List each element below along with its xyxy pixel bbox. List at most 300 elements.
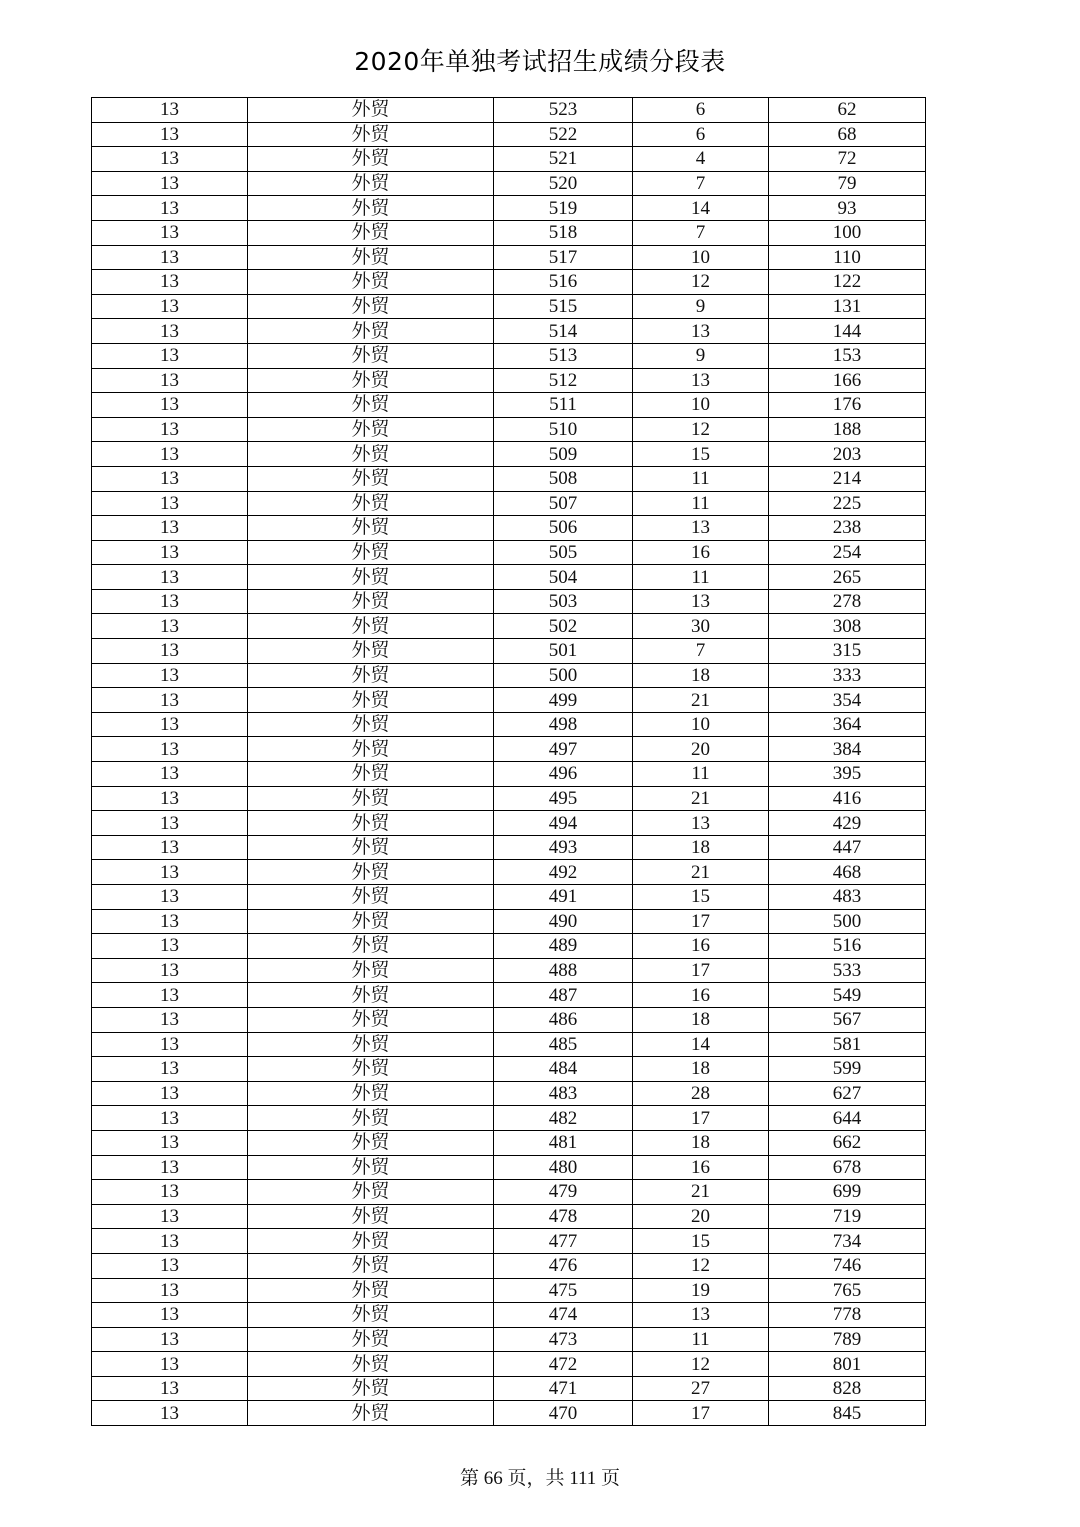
cumulative-cell: 93 xyxy=(769,196,926,221)
table-row xyxy=(92,712,926,737)
cumulative-cell: 483 xyxy=(769,885,926,910)
cumulative-cell: 699 xyxy=(769,1180,926,1205)
subject-cell: 外贸 xyxy=(248,516,494,541)
score-cell: 481 xyxy=(494,1130,633,1155)
table-row xyxy=(92,220,926,245)
category-code-cell: 13 xyxy=(92,98,248,123)
score-cell: 515 xyxy=(494,294,633,319)
cumulative-cell: 188 xyxy=(769,417,926,442)
category-code-cell: 13 xyxy=(92,1229,248,1254)
score-cell: 476 xyxy=(494,1253,633,1278)
score-cell: 499 xyxy=(494,688,633,713)
count-cell: 30 xyxy=(633,614,769,639)
cumulative-cell: 166 xyxy=(769,368,926,393)
cumulative-cell: 746 xyxy=(769,1253,926,1278)
count-cell: 15 xyxy=(633,885,769,910)
category-code-cell: 13 xyxy=(92,885,248,910)
score-cell: 510 xyxy=(494,417,633,442)
count-cell: 17 xyxy=(633,1401,769,1426)
cumulative-cell: 734 xyxy=(769,1229,926,1254)
category-code-cell: 13 xyxy=(92,1032,248,1057)
count-cell: 21 xyxy=(633,860,769,885)
category-code-cell: 13 xyxy=(92,540,248,565)
category-code-cell: 13 xyxy=(92,1253,248,1278)
count-cell: 21 xyxy=(633,1180,769,1205)
category-code-cell: 13 xyxy=(92,712,248,737)
count-cell: 9 xyxy=(633,343,769,368)
subject-cell: 外贸 xyxy=(248,1130,494,1155)
category-code-cell: 13 xyxy=(92,565,248,590)
count-cell: 12 xyxy=(633,1253,769,1278)
cumulative-cell: 238 xyxy=(769,516,926,541)
cumulative-cell: 778 xyxy=(769,1303,926,1328)
cumulative-cell: 72 xyxy=(769,147,926,172)
subject-cell: 外贸 xyxy=(248,688,494,713)
score-cell: 505 xyxy=(494,540,633,565)
count-cell: 11 xyxy=(633,565,769,590)
count-cell: 20 xyxy=(633,737,769,762)
count-cell: 14 xyxy=(633,1032,769,1057)
category-code-cell: 13 xyxy=(92,417,248,442)
count-cell: 16 xyxy=(633,983,769,1008)
score-cell: 482 xyxy=(494,1106,633,1131)
table-row xyxy=(92,1057,926,1082)
count-cell: 21 xyxy=(633,688,769,713)
score-cell: 486 xyxy=(494,1007,633,1032)
cumulative-cell: 122 xyxy=(769,270,926,295)
subject-cell: 外贸 xyxy=(248,1229,494,1254)
count-cell: 10 xyxy=(633,245,769,270)
cumulative-cell: 765 xyxy=(769,1278,926,1303)
count-cell: 10 xyxy=(633,712,769,737)
subject-cell: 外贸 xyxy=(248,417,494,442)
score-cell: 491 xyxy=(494,885,633,910)
table-row xyxy=(92,98,926,123)
score-cell: 488 xyxy=(494,958,633,983)
count-cell: 13 xyxy=(633,811,769,836)
count-cell: 17 xyxy=(633,1106,769,1131)
category-code-cell: 13 xyxy=(92,688,248,713)
score-cell: 497 xyxy=(494,737,633,762)
table-row xyxy=(92,516,926,541)
score-cell: 490 xyxy=(494,909,633,934)
cumulative-cell: 644 xyxy=(769,1106,926,1131)
table-row xyxy=(92,860,926,885)
category-code-cell: 13 xyxy=(92,1007,248,1032)
score-cell: 513 xyxy=(494,343,633,368)
cumulative-cell: 354 xyxy=(769,688,926,713)
category-code-cell: 13 xyxy=(92,835,248,860)
table-row xyxy=(92,1007,926,1032)
subject-cell: 外贸 xyxy=(248,122,494,147)
subject-cell: 外贸 xyxy=(248,934,494,959)
cumulative-cell: 384 xyxy=(769,737,926,762)
category-code-cell: 13 xyxy=(92,614,248,639)
table-row xyxy=(92,835,926,860)
table-row xyxy=(92,762,926,787)
score-cell: 514 xyxy=(494,319,633,344)
page-footer: 第 66 页，共 111 页 xyxy=(459,1468,621,1489)
category-code-cell: 13 xyxy=(92,1081,248,1106)
count-cell: 16 xyxy=(633,540,769,565)
subject-cell: 外贸 xyxy=(248,270,494,295)
table-row xyxy=(92,491,926,516)
count-cell: 15 xyxy=(633,442,769,467)
score-cell: 503 xyxy=(494,589,633,614)
subject-cell: 外贸 xyxy=(248,1253,494,1278)
table-row xyxy=(92,466,926,491)
category-code-cell: 13 xyxy=(92,1106,248,1131)
subject-cell: 外贸 xyxy=(248,319,494,344)
count-cell: 11 xyxy=(633,466,769,491)
page-title: 2020年单独考试招生成绩分段表 xyxy=(354,47,726,76)
cumulative-cell: 567 xyxy=(769,1007,926,1032)
score-cell: 471 xyxy=(494,1376,633,1401)
table-row xyxy=(92,417,926,442)
subject-cell: 外贸 xyxy=(248,786,494,811)
count-cell: 16 xyxy=(633,934,769,959)
subject-cell: 外贸 xyxy=(248,1180,494,1205)
subject-cell: 外贸 xyxy=(248,1032,494,1057)
table-row xyxy=(92,909,926,934)
score-cell: 496 xyxy=(494,762,633,787)
score-cell: 518 xyxy=(494,220,633,245)
cumulative-cell: 315 xyxy=(769,639,926,664)
count-cell: 15 xyxy=(633,1229,769,1254)
table-row xyxy=(92,565,926,590)
category-code-cell: 13 xyxy=(92,983,248,1008)
table-row xyxy=(92,196,926,221)
table-row xyxy=(92,270,926,295)
table-row xyxy=(92,614,926,639)
subject-cell: 外贸 xyxy=(248,393,494,418)
cumulative-cell: 533 xyxy=(769,958,926,983)
cumulative-cell: 789 xyxy=(769,1327,926,1352)
category-code-cell: 13 xyxy=(92,1303,248,1328)
table-row xyxy=(92,1327,926,1352)
category-code-cell: 13 xyxy=(92,589,248,614)
cumulative-cell: 254 xyxy=(769,540,926,565)
subject-cell: 外贸 xyxy=(248,1155,494,1180)
category-code-cell: 13 xyxy=(92,270,248,295)
category-code-cell: 13 xyxy=(92,860,248,885)
score-cell: 489 xyxy=(494,934,633,959)
subject-cell: 外贸 xyxy=(248,196,494,221)
category-code-cell: 13 xyxy=(92,1401,248,1426)
count-cell: 7 xyxy=(633,639,769,664)
subject-cell: 外贸 xyxy=(248,1327,494,1352)
count-cell: 18 xyxy=(633,835,769,860)
category-code-cell: 13 xyxy=(92,122,248,147)
score-cell: 507 xyxy=(494,491,633,516)
cumulative-cell: 333 xyxy=(769,663,926,688)
count-cell: 18 xyxy=(633,1007,769,1032)
cumulative-cell: 468 xyxy=(769,860,926,885)
count-cell: 11 xyxy=(633,762,769,787)
score-cell: 520 xyxy=(494,171,633,196)
count-cell: 9 xyxy=(633,294,769,319)
subject-cell: 外贸 xyxy=(248,1007,494,1032)
category-code-cell: 13 xyxy=(92,245,248,270)
table-row xyxy=(92,1106,926,1131)
category-code-cell: 13 xyxy=(92,1204,248,1229)
table-row xyxy=(92,1303,926,1328)
category-code-cell: 13 xyxy=(92,1057,248,1082)
category-code-cell: 13 xyxy=(92,1352,248,1377)
table-row xyxy=(92,147,926,172)
subject-cell: 外贸 xyxy=(248,368,494,393)
count-cell: 7 xyxy=(633,171,769,196)
table-row xyxy=(92,122,926,147)
subject-cell: 外贸 xyxy=(248,245,494,270)
table-row xyxy=(92,1376,926,1401)
cumulative-cell: 79 xyxy=(769,171,926,196)
table-row xyxy=(92,1401,926,1426)
category-code-cell: 13 xyxy=(92,294,248,319)
subject-cell: 外贸 xyxy=(248,909,494,934)
count-cell: 13 xyxy=(633,319,769,344)
score-cell: 475 xyxy=(494,1278,633,1303)
subject-cell: 外贸 xyxy=(248,639,494,664)
table-row xyxy=(92,171,926,196)
score-cell: 517 xyxy=(494,245,633,270)
subject-cell: 外贸 xyxy=(248,1278,494,1303)
count-cell: 16 xyxy=(633,1155,769,1180)
cumulative-cell: 599 xyxy=(769,1057,926,1082)
score-cell: 523 xyxy=(494,98,633,123)
category-code-cell: 13 xyxy=(92,639,248,664)
subject-cell: 外贸 xyxy=(248,589,494,614)
subject-cell: 外贸 xyxy=(248,343,494,368)
cumulative-cell: 662 xyxy=(769,1130,926,1155)
cumulative-cell: 62 xyxy=(769,98,926,123)
subject-cell: 外贸 xyxy=(248,712,494,737)
cumulative-cell: 153 xyxy=(769,343,926,368)
cumulative-cell: 549 xyxy=(769,983,926,1008)
cumulative-cell: 719 xyxy=(769,1204,926,1229)
category-code-cell: 13 xyxy=(92,1278,248,1303)
subject-cell: 外贸 xyxy=(248,98,494,123)
score-cell: 516 xyxy=(494,270,633,295)
cumulative-cell: 828 xyxy=(769,1376,926,1401)
count-cell: 20 xyxy=(633,1204,769,1229)
table-row xyxy=(92,319,926,344)
score-table-body xyxy=(92,98,926,1426)
subject-cell: 外贸 xyxy=(248,1376,494,1401)
category-code-cell: 13 xyxy=(92,934,248,959)
count-cell: 11 xyxy=(633,1327,769,1352)
category-code-cell: 13 xyxy=(92,171,248,196)
count-cell: 12 xyxy=(633,270,769,295)
category-code-cell: 13 xyxy=(92,1130,248,1155)
count-cell: 21 xyxy=(633,786,769,811)
subject-cell: 外贸 xyxy=(248,1303,494,1328)
subject-cell: 外贸 xyxy=(248,491,494,516)
category-code-cell: 13 xyxy=(92,786,248,811)
table-row xyxy=(92,1180,926,1205)
subject-cell: 外贸 xyxy=(248,1401,494,1426)
table-row xyxy=(92,934,926,959)
count-cell: 18 xyxy=(633,1057,769,1082)
cumulative-cell: 447 xyxy=(769,835,926,860)
score-cell: 492 xyxy=(494,860,633,885)
table-row xyxy=(92,688,926,713)
table-row xyxy=(92,393,926,418)
score-cell: 508 xyxy=(494,466,633,491)
subject-cell: 外贸 xyxy=(248,811,494,836)
count-cell: 12 xyxy=(633,1352,769,1377)
score-cell: 502 xyxy=(494,614,633,639)
count-cell: 17 xyxy=(633,909,769,934)
cumulative-cell: 395 xyxy=(769,762,926,787)
cumulative-cell: 308 xyxy=(769,614,926,639)
table-row xyxy=(92,958,926,983)
category-code-cell: 13 xyxy=(92,737,248,762)
table-row xyxy=(92,1032,926,1057)
subject-cell: 外贸 xyxy=(248,737,494,762)
cumulative-cell: 516 xyxy=(769,934,926,959)
table-row xyxy=(92,294,926,319)
score-cell: 487 xyxy=(494,983,633,1008)
subject-cell: 外贸 xyxy=(248,885,494,910)
category-code-cell: 13 xyxy=(92,909,248,934)
score-cell: 477 xyxy=(494,1229,633,1254)
cumulative-cell: 364 xyxy=(769,712,926,737)
cumulative-cell: 214 xyxy=(769,466,926,491)
score-cell: 500 xyxy=(494,663,633,688)
score-cell: 479 xyxy=(494,1180,633,1205)
subject-cell: 外贸 xyxy=(248,1106,494,1131)
table-row xyxy=(92,1352,926,1377)
score-cell: 522 xyxy=(494,122,633,147)
cumulative-cell: 110 xyxy=(769,245,926,270)
count-cell: 13 xyxy=(633,516,769,541)
subject-cell: 外贸 xyxy=(248,171,494,196)
score-cell: 519 xyxy=(494,196,633,221)
category-code-cell: 13 xyxy=(92,343,248,368)
cumulative-cell: 225 xyxy=(769,491,926,516)
cumulative-cell: 845 xyxy=(769,1401,926,1426)
table-row xyxy=(92,442,926,467)
score-cell: 474 xyxy=(494,1303,633,1328)
table-row xyxy=(92,639,926,664)
score-cell: 483 xyxy=(494,1081,633,1106)
category-code-cell: 13 xyxy=(92,393,248,418)
cumulative-cell: 627 xyxy=(769,1081,926,1106)
table-row xyxy=(92,1081,926,1106)
count-cell: 27 xyxy=(633,1376,769,1401)
subject-cell: 外贸 xyxy=(248,540,494,565)
subject-cell: 外贸 xyxy=(248,147,494,172)
count-cell: 18 xyxy=(633,663,769,688)
category-code-cell: 13 xyxy=(92,1376,248,1401)
subject-cell: 外贸 xyxy=(248,1204,494,1229)
cumulative-cell: 131 xyxy=(769,294,926,319)
category-code-cell: 13 xyxy=(92,368,248,393)
subject-cell: 外贸 xyxy=(248,1057,494,1082)
table-row xyxy=(92,589,926,614)
table-row xyxy=(92,343,926,368)
count-cell: 13 xyxy=(633,589,769,614)
count-cell: 13 xyxy=(633,368,769,393)
table-row xyxy=(92,1253,926,1278)
subject-cell: 外贸 xyxy=(248,983,494,1008)
subject-cell: 外贸 xyxy=(248,958,494,983)
table-row xyxy=(92,1204,926,1229)
table-row xyxy=(92,1229,926,1254)
cumulative-cell: 144 xyxy=(769,319,926,344)
subject-cell: 外贸 xyxy=(248,860,494,885)
cumulative-cell: 678 xyxy=(769,1155,926,1180)
category-code-cell: 13 xyxy=(92,663,248,688)
subject-cell: 外贸 xyxy=(248,1352,494,1377)
score-cell: 504 xyxy=(494,565,633,590)
category-code-cell: 13 xyxy=(92,516,248,541)
score-cell: 501 xyxy=(494,639,633,664)
score-cell: 509 xyxy=(494,442,633,467)
score-cell: 498 xyxy=(494,712,633,737)
category-code-cell: 13 xyxy=(92,1180,248,1205)
table-row xyxy=(92,245,926,270)
table-row xyxy=(92,811,926,836)
table-row xyxy=(92,540,926,565)
score-cell: 478 xyxy=(494,1204,633,1229)
count-cell: 6 xyxy=(633,122,769,147)
score-cell: 512 xyxy=(494,368,633,393)
cumulative-cell: 581 xyxy=(769,1032,926,1057)
count-cell: 11 xyxy=(633,491,769,516)
score-cell: 473 xyxy=(494,1327,633,1352)
subject-cell: 外贸 xyxy=(248,663,494,688)
cumulative-cell: 176 xyxy=(769,393,926,418)
table-row xyxy=(92,368,926,393)
table-row xyxy=(92,786,926,811)
cumulative-cell: 203 xyxy=(769,442,926,467)
count-cell: 28 xyxy=(633,1081,769,1106)
subject-cell: 外贸 xyxy=(248,466,494,491)
subject-cell: 外贸 xyxy=(248,835,494,860)
table-row xyxy=(92,885,926,910)
cumulative-cell: 100 xyxy=(769,220,926,245)
score-table xyxy=(91,97,926,1426)
subject-cell: 外贸 xyxy=(248,565,494,590)
score-cell: 472 xyxy=(494,1352,633,1377)
category-code-cell: 13 xyxy=(92,220,248,245)
score-cell: 506 xyxy=(494,516,633,541)
subject-cell: 外贸 xyxy=(248,294,494,319)
table-row xyxy=(92,1155,926,1180)
cumulative-cell: 500 xyxy=(769,909,926,934)
count-cell: 14 xyxy=(633,196,769,221)
count-cell: 4 xyxy=(633,147,769,172)
subject-cell: 外贸 xyxy=(248,220,494,245)
subject-cell: 外贸 xyxy=(248,614,494,639)
count-cell: 19 xyxy=(633,1278,769,1303)
score-cell: 511 xyxy=(494,393,633,418)
table-row xyxy=(92,737,926,762)
count-cell: 6 xyxy=(633,98,769,123)
table-row xyxy=(92,1130,926,1155)
table-row xyxy=(92,1278,926,1303)
count-cell: 18 xyxy=(633,1130,769,1155)
cumulative-cell: 68 xyxy=(769,122,926,147)
score-cell: 470 xyxy=(494,1401,633,1426)
count-cell: 17 xyxy=(633,958,769,983)
score-cell: 521 xyxy=(494,147,633,172)
cumulative-cell: 801 xyxy=(769,1352,926,1377)
count-cell: 12 xyxy=(633,417,769,442)
count-cell: 7 xyxy=(633,220,769,245)
